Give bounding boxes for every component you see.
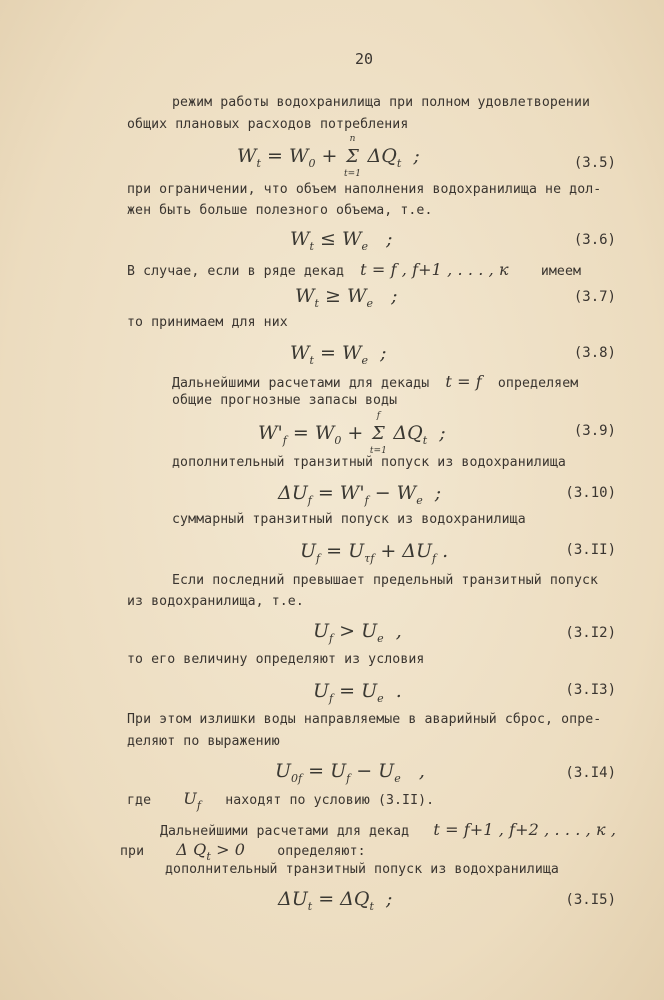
text-line: общие прогнозные запасы воды [172, 393, 398, 408]
formula-3-12: $U_f > U_e$ , [313, 620, 402, 645]
text-line: Дальнейшими расчетами для декад t = f+1 , f+2 , . . . , к , [160, 820, 617, 839]
equation-number: (3.I3) [565, 682, 616, 698]
page-number: 20 [355, 50, 374, 68]
text-line: общих плановых расходов потребления [127, 117, 409, 132]
equation-number: (3.8) [573, 345, 616, 361]
text-line: то принимаем для них [127, 315, 288, 330]
text-line: из водохранилища, т.е. [127, 594, 304, 609]
formula-3-6: $W_t \le W_e$ ; [290, 228, 393, 253]
equation-number: (3.I4) [565, 765, 616, 781]
formula-3-5: $W_t = W_0$ + n Σ t=1 $\Delta Q_t$ ; [237, 134, 420, 179]
equation-number: (3.II) [565, 542, 616, 558]
formula-3-8: $W_t = W_e$ ; [290, 342, 387, 367]
formula-3-9: $W'_f = W_0$ + f Σ t=1 $\Delta Q_t$ ; [258, 411, 446, 456]
text-line: Если последний превышает предельный транзитный попуск [172, 573, 599, 588]
formula-3-10: $\Delta U_f = W'_f - W_e$ ; [278, 482, 442, 507]
equation-number: (3.I2) [565, 625, 616, 641]
text-line: деляют по выражению [127, 734, 280, 749]
equation-number: (3.6) [573, 232, 616, 248]
equation-number: (3.I5) [565, 892, 616, 908]
text-line: В случае, если в ряде декад t = f , f+1 , . . . , к имеем [127, 260, 582, 279]
formula-3-11: $U_f = U_{\tau f} + \Delta U_f$ . [300, 540, 449, 565]
equation-number: (3.5) [573, 155, 616, 171]
formula-3-14: $U_{0f} = U_f - U_e$ , [275, 760, 425, 785]
text-line: дополнительный транзитный попуск из водохранилища [165, 862, 559, 877]
text-line: режим работы водохранилища при полном удовлетворении [172, 95, 591, 110]
text-line: При этом излишки воды направляемые в аварийный сброс, опре- [127, 712, 602, 727]
text-line: суммарный транзитный попуск из водохранилища [172, 512, 526, 527]
equation-number: (3.7) [573, 289, 616, 305]
equation-number: (3.10) [565, 485, 616, 501]
equation-number: (3.9) [573, 423, 616, 439]
formula-3-15: $\Delta U_t = \Delta Q_t$ ; [278, 888, 393, 913]
formula-3-13: $U_f = U_e$ . [313, 680, 402, 705]
text-line: при ограничении, что объем наполнения водохранилища не дол- [127, 182, 602, 197]
text-line: жен быть больше полезного объема, т.е. [127, 203, 433, 218]
text-line: то его величину определяют из условия [127, 652, 425, 667]
text-line: дополнительный транзитный попуск из водохранилища [172, 455, 566, 470]
text-line: при Δ $Q_t > 0$ определяют: [120, 840, 366, 863]
text-line: где $U_f$ находят по условию (3.II). [127, 789, 435, 812]
formula-3-7: $W_t \ge W_e$ ; [295, 285, 398, 310]
text-line: Дальнейшими расчетами для декады t = f определяем [172, 372, 579, 391]
